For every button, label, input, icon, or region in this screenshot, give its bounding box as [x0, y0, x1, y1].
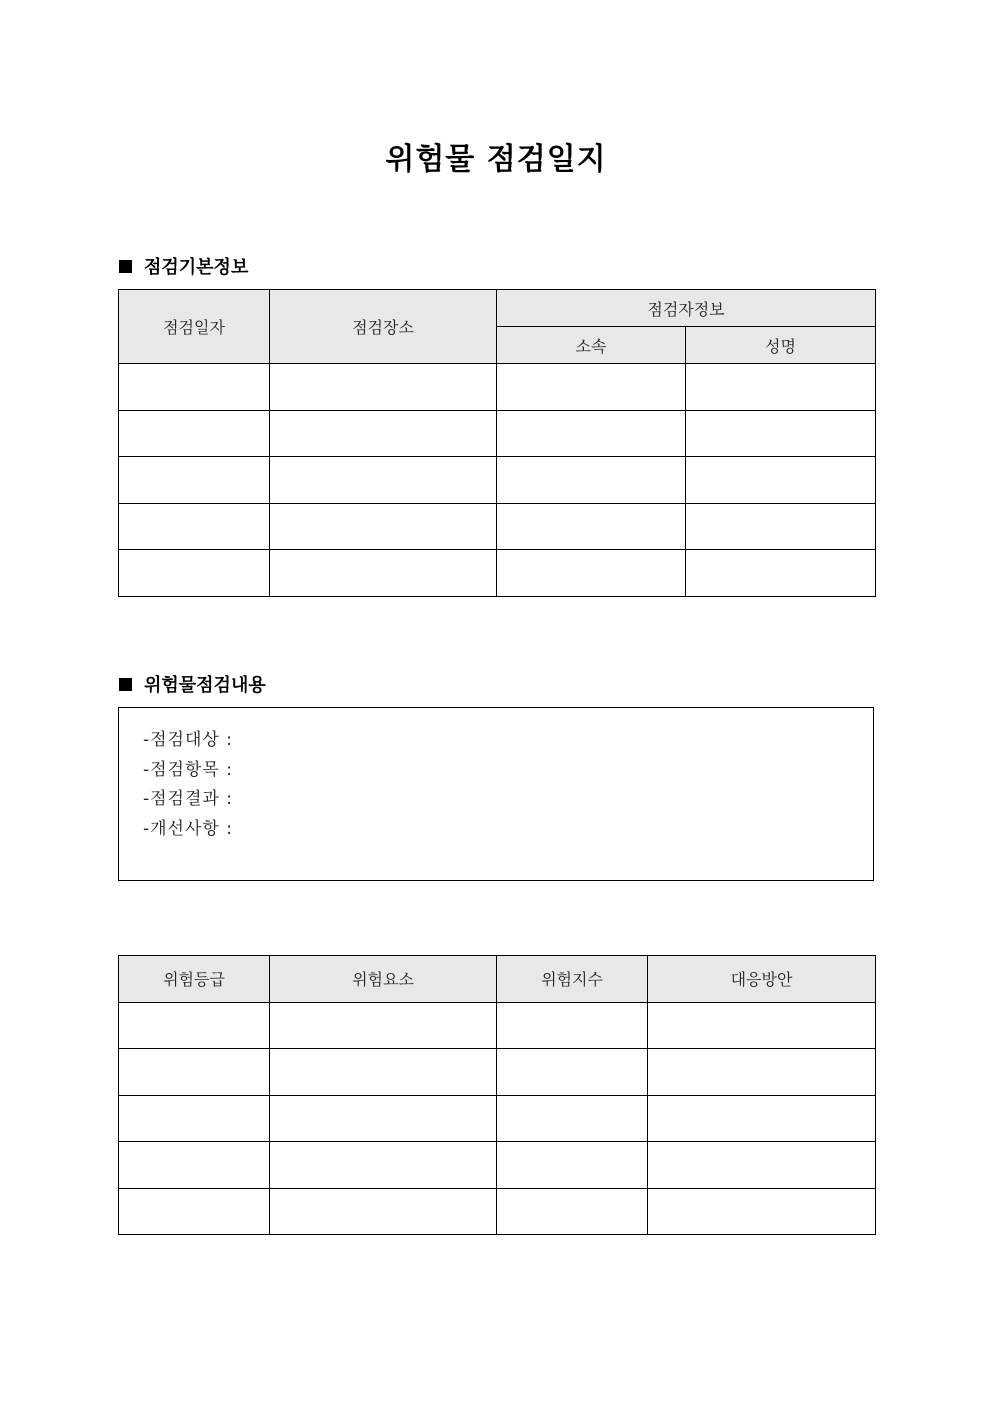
square-bullet-icon: [119, 678, 132, 691]
table-row: [119, 1142, 876, 1189]
header-risk-grade: 위험등급: [119, 956, 270, 1003]
line-label: -점검대상: [143, 730, 220, 750]
table-row: [119, 410, 876, 457]
cell-risk-factor[interactable]: [270, 1049, 497, 1096]
cell-countermeasure[interactable]: [648, 1002, 876, 1049]
cell-affiliation[interactable]: [497, 364, 686, 411]
cell-date[interactable]: [119, 364, 270, 411]
cell-risk-factor[interactable]: [270, 1142, 497, 1189]
line-label: -점검항목: [143, 759, 220, 780]
line-label: -개선사항: [143, 818, 220, 839]
cell-countermeasure[interactable]: [648, 1095, 876, 1142]
table-row: [119, 503, 876, 550]
content-line-result: [143, 785, 239, 815]
cell-affiliation[interactable]: [497, 550, 686, 597]
cell-affiliation[interactable]: [497, 457, 686, 504]
cell-location[interactable]: [270, 364, 497, 411]
line-separator: :: [226, 759, 233, 780]
cell-affiliation[interactable]: [497, 410, 686, 457]
inspection-content-box[interactable]: [118, 707, 874, 881]
cell-date[interactable]: [119, 550, 270, 597]
header-inspection-location: 점검장소: [270, 290, 497, 364]
cell-risk-grade[interactable]: [119, 1095, 270, 1142]
section-heading-label: 위험물점검내용: [144, 675, 266, 696]
header-name: 성명: [686, 327, 876, 364]
cell-risk-factor[interactable]: [270, 1095, 497, 1142]
cell-location[interactable]: [270, 503, 497, 550]
basic-info-table: [118, 289, 876, 597]
cell-risk-grade[interactable]: [119, 1188, 270, 1235]
cell-affiliation[interactable]: [497, 503, 686, 550]
header-inspector-info: 점검자정보: [497, 290, 876, 327]
page-title: 위험물 점검일지: [385, 142, 607, 177]
content-line-improvements: [143, 815, 239, 845]
cell-location[interactable]: [270, 410, 497, 457]
cell-risk-grade[interactable]: [119, 1002, 270, 1049]
line-separator: :: [226, 789, 233, 809]
cell-risk-grade[interactable]: [119, 1142, 270, 1189]
header-risk-factor: 위험요소: [270, 956, 497, 1003]
table-row: [119, 1049, 876, 1096]
table-row: [119, 364, 876, 411]
square-bullet-icon: [119, 260, 132, 273]
cell-date[interactable]: [119, 410, 270, 457]
line-separator: :: [226, 818, 233, 839]
cell-countermeasure[interactable]: [648, 1142, 876, 1189]
cell-name[interactable]: [686, 410, 876, 457]
cell-risk-index[interactable]: [497, 1188, 648, 1235]
cell-name[interactable]: [686, 457, 876, 504]
cell-risk-index[interactable]: [497, 1002, 648, 1049]
cell-location[interactable]: [270, 550, 497, 597]
cell-risk-factor[interactable]: [270, 1002, 497, 1049]
content-line-items: [143, 756, 239, 786]
header-countermeasure: 대응방안: [648, 956, 876, 1003]
cell-countermeasure[interactable]: [648, 1049, 876, 1096]
cell-name[interactable]: [686, 503, 876, 550]
cell-date[interactable]: [119, 457, 270, 504]
cell-name[interactable]: [686, 550, 876, 597]
table-row: [119, 1002, 876, 1049]
section-heading-label: 점검기본정보: [144, 257, 249, 278]
section-heading-basic-info: [119, 253, 248, 279]
cell-risk-grade[interactable]: [119, 1049, 270, 1096]
cell-name[interactable]: [686, 364, 876, 411]
cell-risk-factor[interactable]: [270, 1188, 497, 1235]
cell-countermeasure[interactable]: [648, 1188, 876, 1235]
header-risk-index: 위험지수: [497, 956, 648, 1003]
cell-risk-index[interactable]: [497, 1049, 648, 1096]
cell-location[interactable]: [270, 457, 497, 504]
section-heading-inspection-content: [119, 671, 266, 697]
cell-risk-index[interactable]: [497, 1142, 648, 1189]
table-row: [119, 550, 876, 597]
header-affiliation: 소속: [497, 327, 686, 364]
cell-date[interactable]: [119, 503, 270, 550]
line-separator: :: [226, 730, 233, 750]
table-row: [119, 1188, 876, 1235]
cell-risk-index[interactable]: [497, 1095, 648, 1142]
table-row: [119, 457, 876, 504]
table-row: [119, 1095, 876, 1142]
content-line-target: [143, 726, 239, 756]
risk-assessment-table: [118, 955, 876, 1235]
header-inspection-date: 점검일자: [119, 290, 270, 364]
line-label: -점검결과: [143, 789, 220, 809]
